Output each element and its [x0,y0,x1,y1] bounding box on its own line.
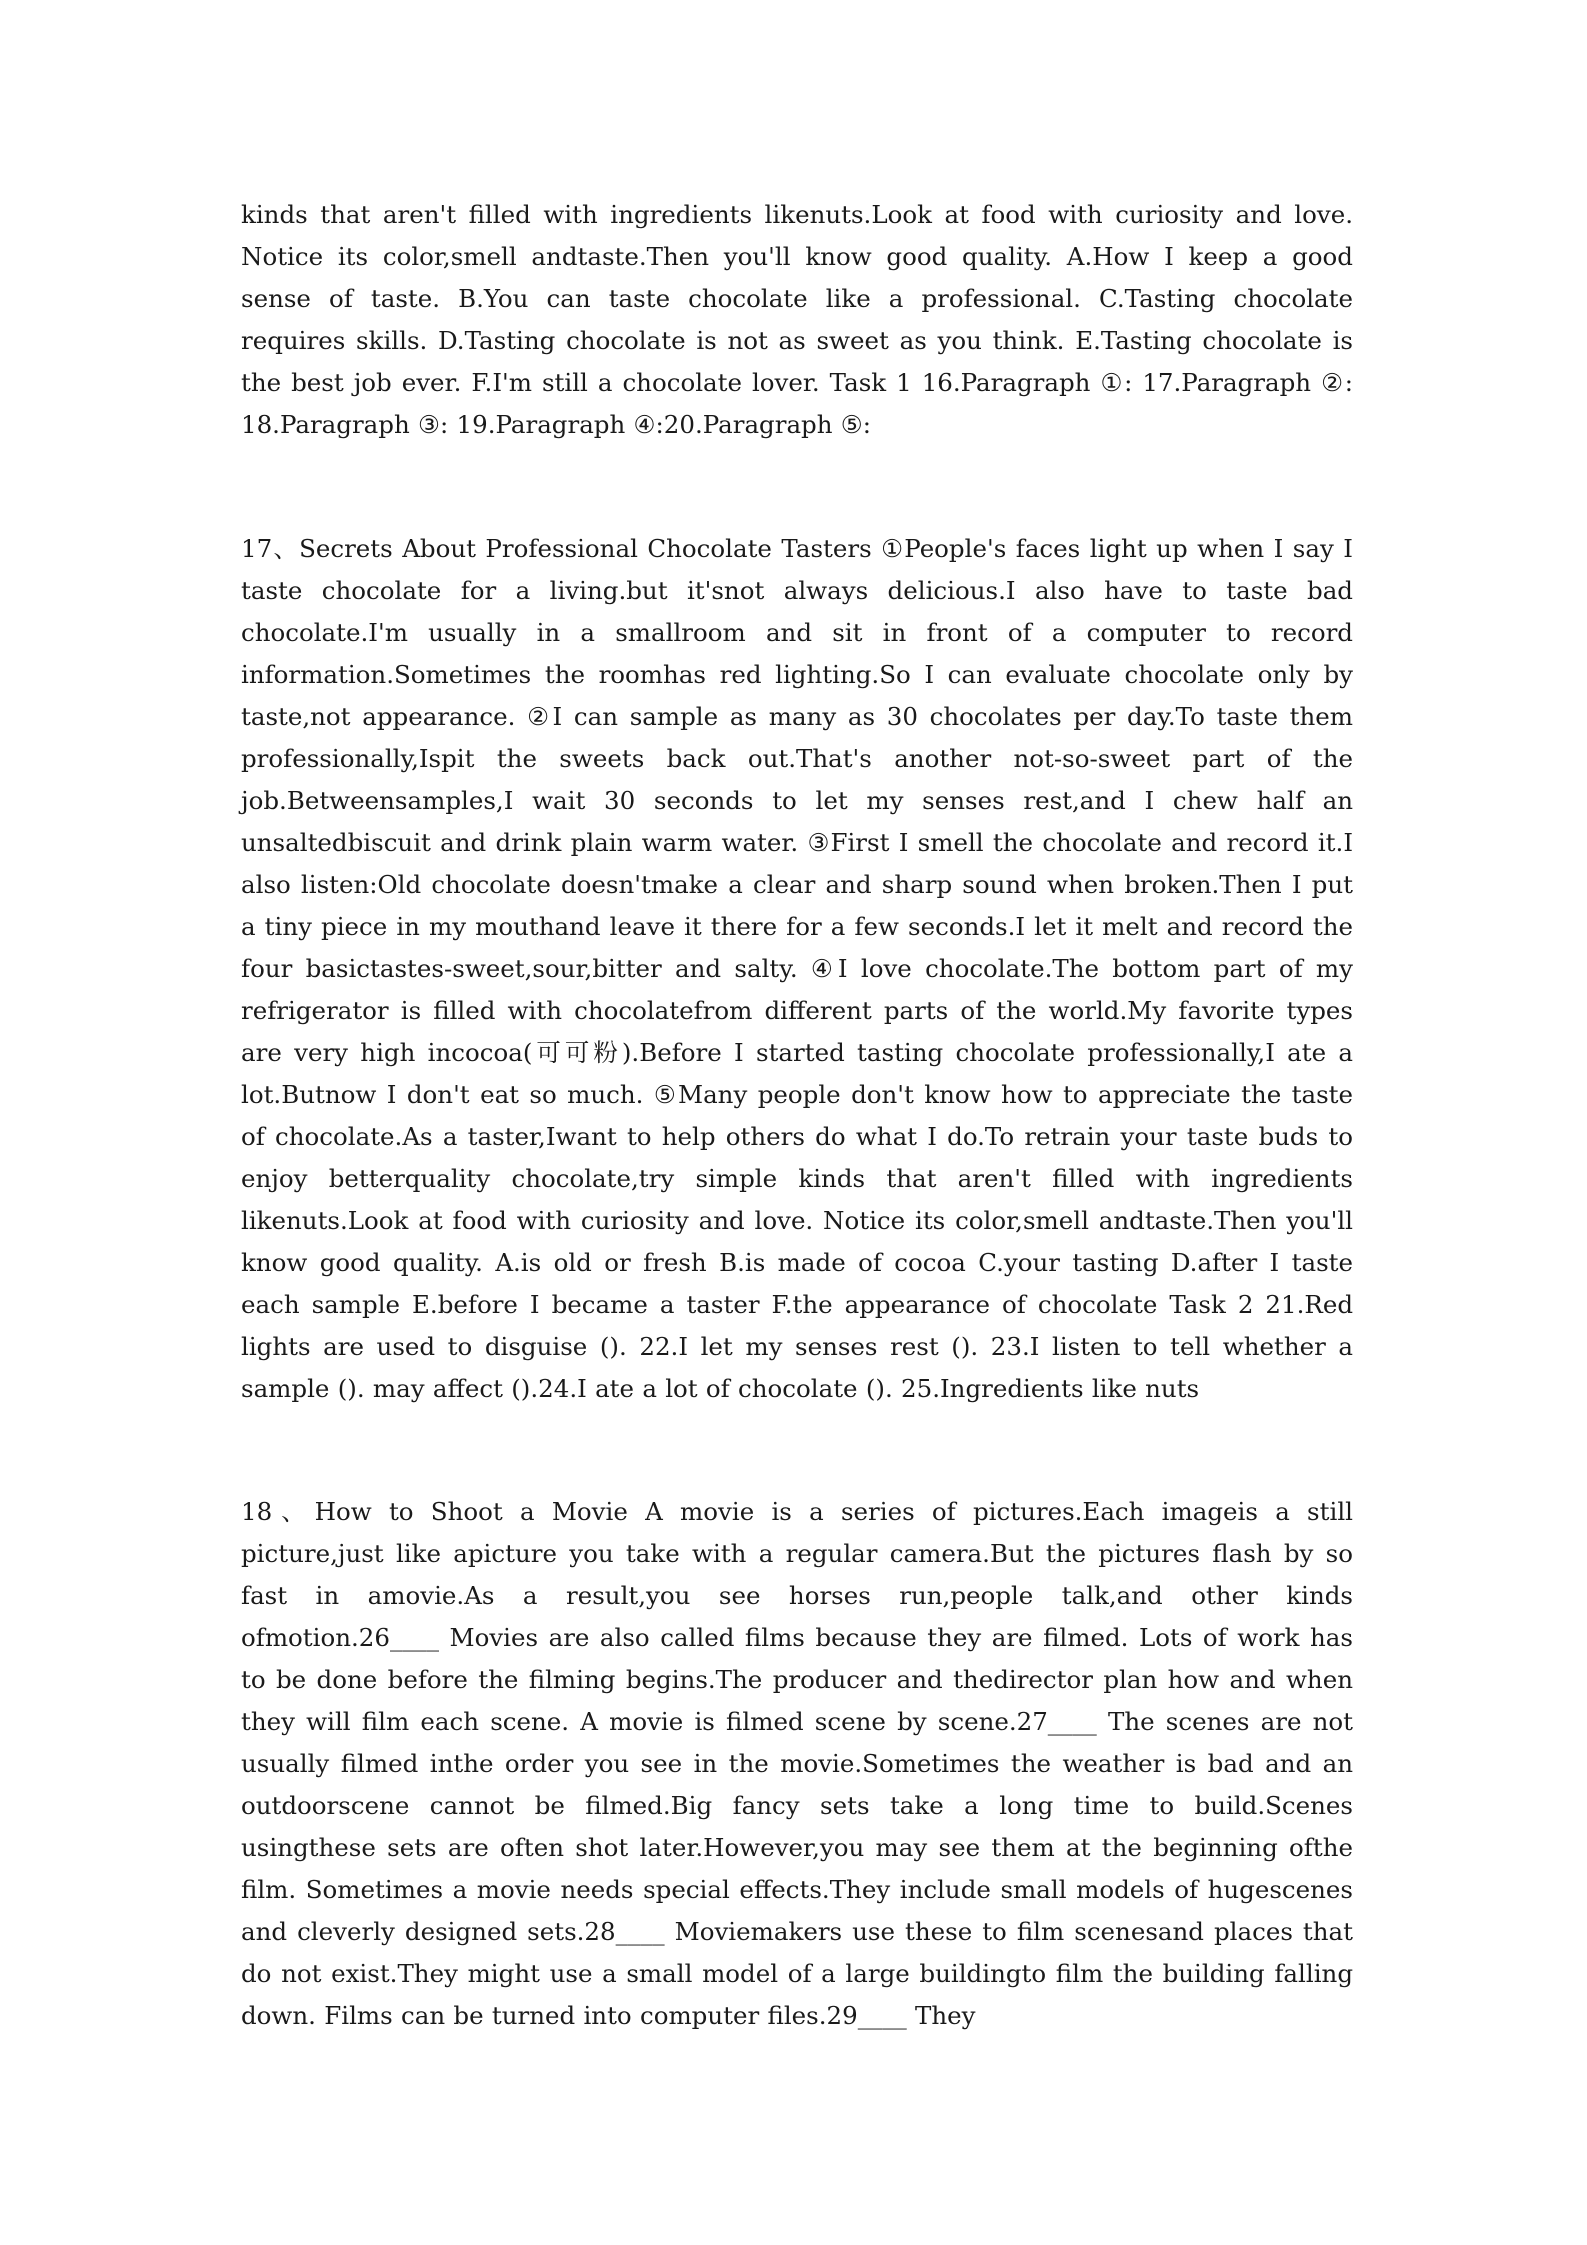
paragraph-question-16-continuation: kinds that aren't filled with ingredients likenuts.Look at food with curiosity and love. Notice its color,smell andtaste.Then you'll know good quality. A.How I keep a good sense of taste. B.You can taste chocolate like a professional. C.Tasting chocolate requires skills. D.Tasting chocolate is not as sweet as you think. E.Tasting chocolate is the best job ever. F.I'm still a chocolate lover. Task 1 16.Paragraph ①: 17.Paragraph ②: 18.Paragraph ③: 19.Paragraph ④:20.Paragraph ⑤: [241,200,1353,439]
paragraph-question-17-chocolate-tasters: 17、Secrets About Professional Chocolate Tasters ①People's faces light up when I say I taste chocolate for a living.but it'snot always delicious.I also have to taste bad chocolate.I'm usually in a smallroom and sit in front of a computer to record information.Sometimes the roomhas red lighting.So I can evaluate chocolate only by taste,not appearance. ②I can sample as many as 30 chocolates per day.To taste them professionally,Ispit the sweets back out.That's another not-so-sweet part of the job.Betweensamples,I wait 30 seconds to let my senses rest,and I chew half an unsaltedbiscuit and drink plain warm water. ③First I smell the chocolate and record it.I also listen:Old chocolate doesn'tmake a clear and sharp sound when broken.Then I put a tiny piece in my mouthand leave it there for a few seconds.I let it melt and record the four basictastes-sweet,sour,bitter and salty. ④I love chocolate.The bottom part of my refrigerator is filled with chocolatefrom different parts of the world.My favorite types are very high incocoa(可可粉).Before I started tasting chocolate professionally,I ate a lot.Butnow I don't eat so much. ⑤Many people don't know how to appreciate the taste of chocolate.As a taster,Iwant to help others do what I do.To retrain your taste buds to enjoy betterquality chocolate,try simple kinds that aren't filled with ingredients likenuts.Look at food with curiosity and love. Notice its color,smell andtaste.Then you'll know good quality. A.is old or fresh B.is made of cocoa C.your tasting D.after I taste each sample E.before I became a taster F.the appearance of chocolate Task 2 21.Red lights are used to disguise (). 22.I let my senses rest (). 23.I listen to tell whether a sample (). may affect ().24.I ate a lot of chocolate (). 25.Ingredients like nuts [241,534,1353,1403]
paragraph-question-18-shoot-a-movie: 18、How to Shoot a Movie A movie is a series of pictures.Each imageis a still picture,just like apicture you take with a regular camera.But the pictures flash by so fast in amovie.As a result,you see horses run,people talk,and other kinds ofmotion.26____ Movies are also called films because they are filmed. Lots of work has to be done before the filming begins.The producer and thedirector plan how and when they will film each scene. A movie is filmed scene by scene.27____ The scenes are not usually filmed inthe order you see in the movie.Sometimes the weather is bad and an outdoorscene cannot be filmed.Big fancy sets take a long time to build.Scenes usingthese sets are often shot later.However,you may see them at the beginning ofthe film. Sometimes a movie needs special effects.They include small models of hugescenes and cleverly designed sets.28____ Moviemakers use these to film scenesand places that do not exist.They might use a small model of a large buildingto film the building falling down. Films can be turned into computer files.29____ They [241,1497,1353,2030]
